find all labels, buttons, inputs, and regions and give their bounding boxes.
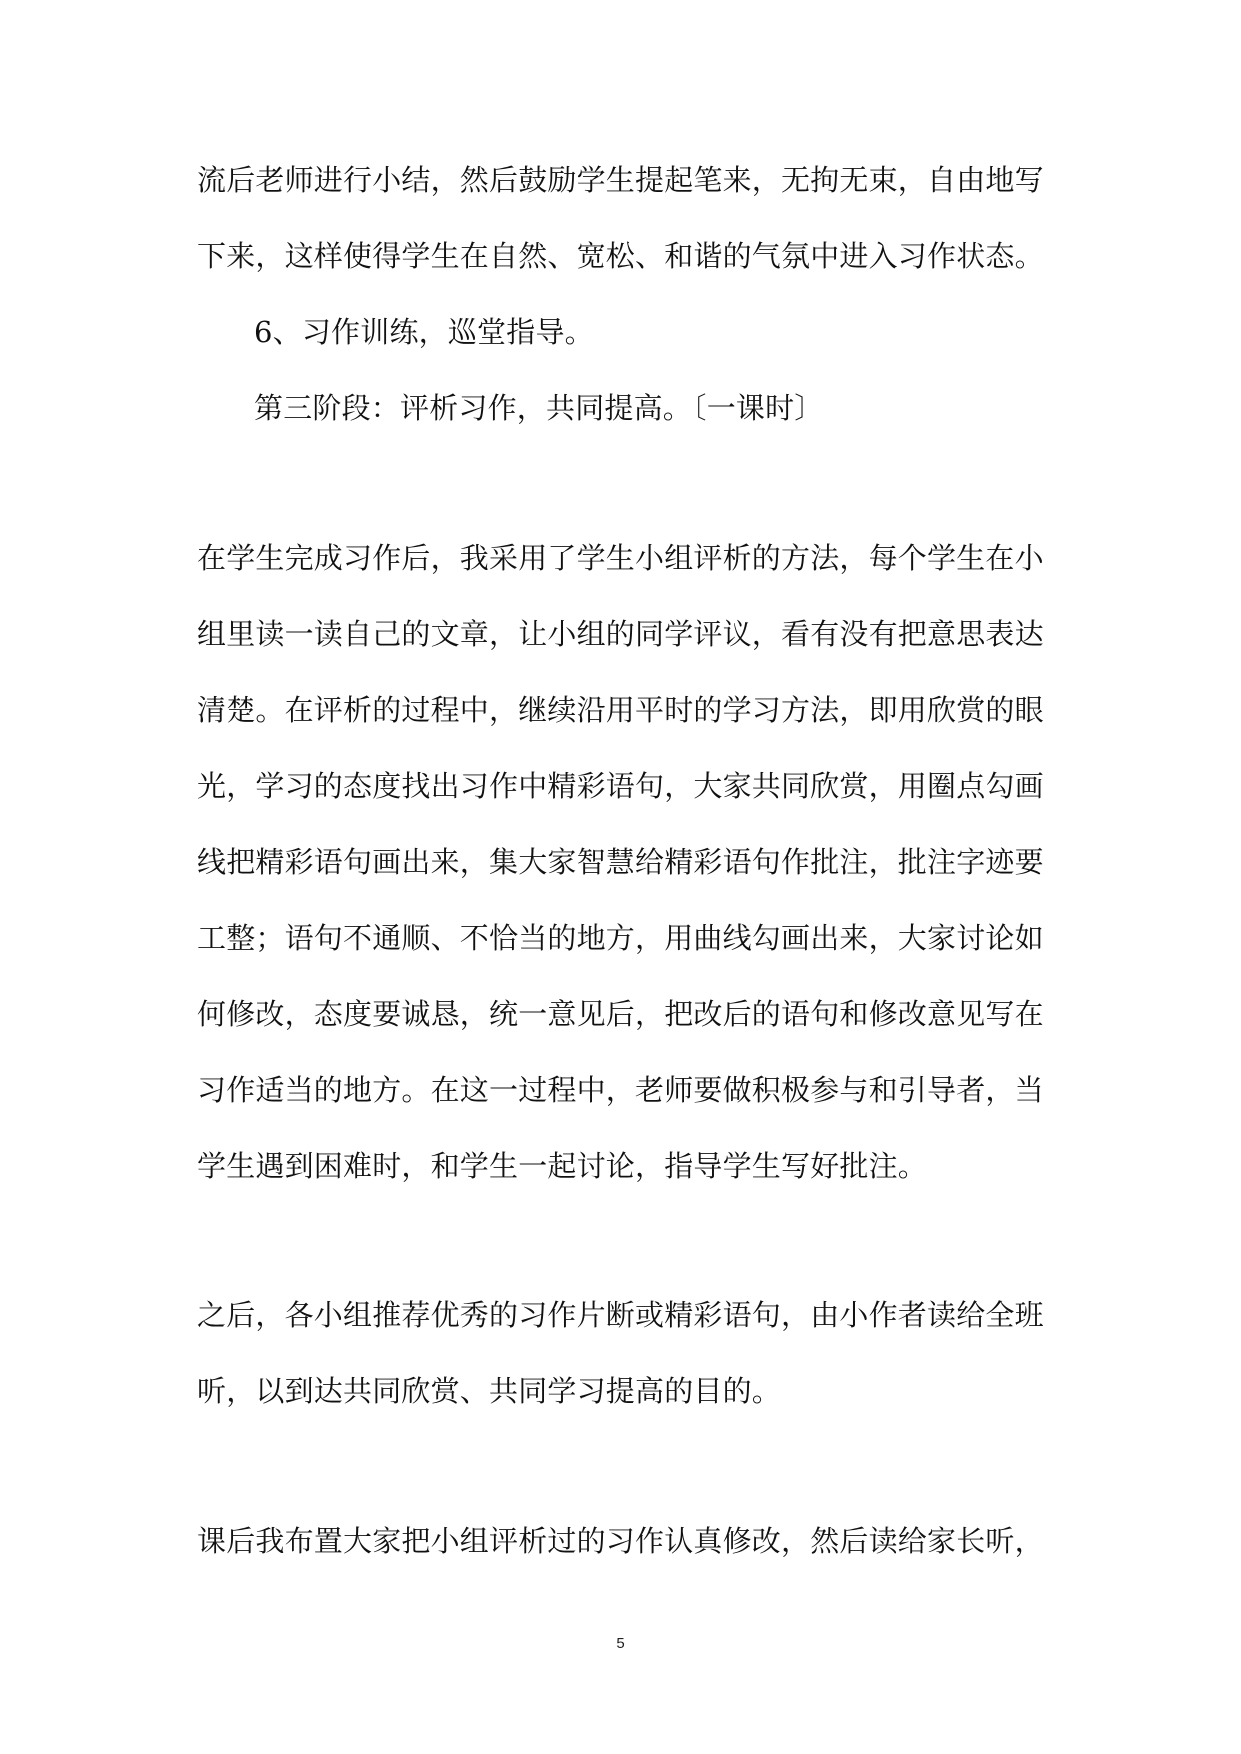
text-line: 流后老师进行小结，然后鼓励学生提起笔来，无拘无束，自由地写 (197, 163, 1044, 197)
text-line: 组里读一读自己的文章，让小组的同学评议，看有没有把意思表达 (197, 617, 1044, 651)
text-line: 下来，这样使得学生在自然、宽松、和谐的气氛中进入习作状态。 (197, 239, 1044, 273)
text-line: 课后我布置大家把小组评析过的习作认真修改，然后读给家长听， (197, 1524, 1044, 1558)
text-line: 听，以到达共同欣赏、共同学习提高的目的。 (197, 1374, 782, 1408)
text-line: 在学生完成习作后，我采用了学生小组评析的方法，每个学生在小 (197, 541, 1044, 575)
page-number: 5 (616, 1635, 625, 1652)
list-item-line: 6、习作训练，巡堂指导。 (254, 315, 594, 349)
text-line: 光，学习的态度找出习作中精彩语句，大家共同欣赏，用圈点勾画 (197, 769, 1044, 803)
text-line: 之后，各小组推荐优秀的习作片断或精彩语句，由小作者读给全班 (197, 1298, 1044, 1332)
text-line: 何修改，态度要诚恳，统一意见后，把改后的语句和修改意见写在 (197, 997, 1044, 1031)
text-line: 习作适当的地方。在这一过程中，老师要做积极参与和引导者，当 (197, 1073, 1044, 1107)
text-line: 线把精彩语句画出来，集大家智慧给精彩语句作批注，批注字迹要 (197, 845, 1044, 879)
section-heading: 第三阶段：评析习作，共同提高。〔一课时〕 (254, 391, 824, 425)
text-line: 工整；语句不通顺、不恰当的地方，用曲线勾画出来，大家讨论如 (197, 921, 1044, 955)
text-line: 学生遇到困难时，和学生一起讨论，指导学生写好批注。 (197, 1149, 928, 1183)
text-line: 清楚。在评析的过程中，继续沿用平时的学习方法，即用欣赏的眼 (197, 693, 1044, 727)
